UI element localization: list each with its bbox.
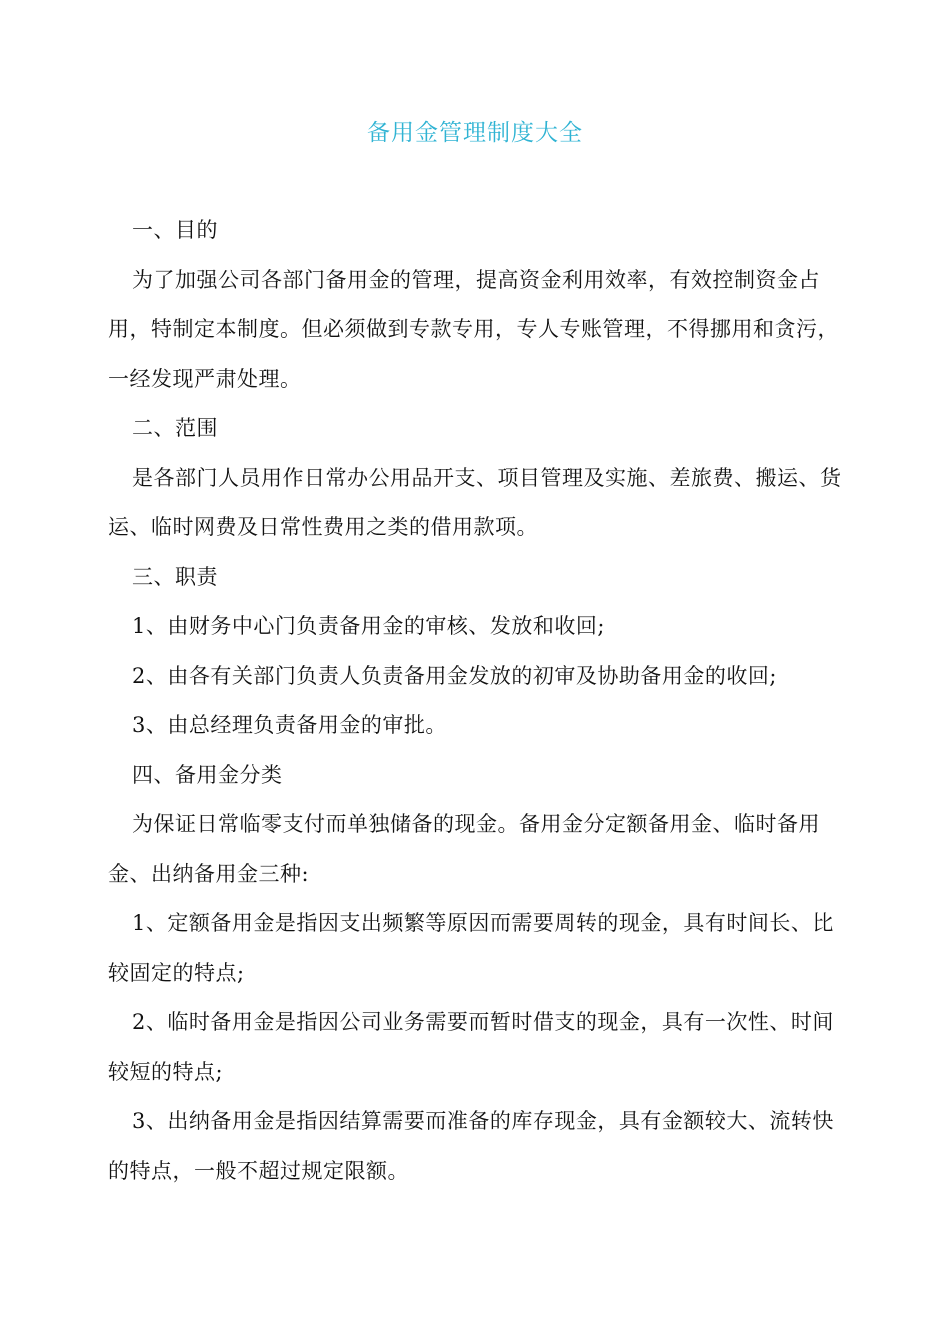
document-title: 备用金管理制度大全 <box>367 120 583 146</box>
paragraph-scope: 是各部门人员用作日常办公用品开支、项目管理及实施、差旅费、搬运、货运、临时网费及日常性费用之类的借用款项。 <box>108 465 842 539</box>
list-item-classification-1: 1、定额备用金是指因支出频繁等原因而需要周转的现金，具有时间长、比较固定的特点; <box>108 911 834 985</box>
list-item-responsibility-1: 1、由财务中心门负责备用金的审核、发放和收回; <box>132 614 605 638</box>
section-heading-responsibilities: 三、职责 <box>132 564 218 589</box>
section-heading-scope: 二、范围 <box>132 416 218 440</box>
section-heading-classification: 四、备用金分类 <box>132 762 283 787</box>
document-body <box>108 206 848 1196</box>
list-item-responsibility-2: 2、由各有关部门负责人负责备用金发放的初审及协助备用金的收回; <box>132 663 777 688</box>
paragraph-purpose: 为了加强公司各部门备用金的管理，提高资金利用效率，有效控制资金占用，特制定本制度。但必须做到专款专用，专人专账管理，不得挪用和贪污，一经发现严肃处理。 <box>108 267 839 391</box>
list-item-classification-3: 3、出纳备用金是指因结算需要而准备的库存现金，具有金额较大、流转快的特点，一般不超过规定限额。 <box>108 1109 834 1183</box>
list-item-classification-2: 2、临时备用金是指因公司业务需要而暂时借支的现金，具有一次性、时间较短的特点; <box>108 1010 834 1084</box>
section-heading-purpose: 一、目的 <box>132 218 218 242</box>
paragraph-classification: 为保证日常临零支付而单独储备的现金。备用金分定额备用金、临时备用金、出纳备用金三种: <box>108 812 820 886</box>
list-item-responsibility-3: 3、由总经理负责备用金的审批。 <box>132 713 447 737</box>
